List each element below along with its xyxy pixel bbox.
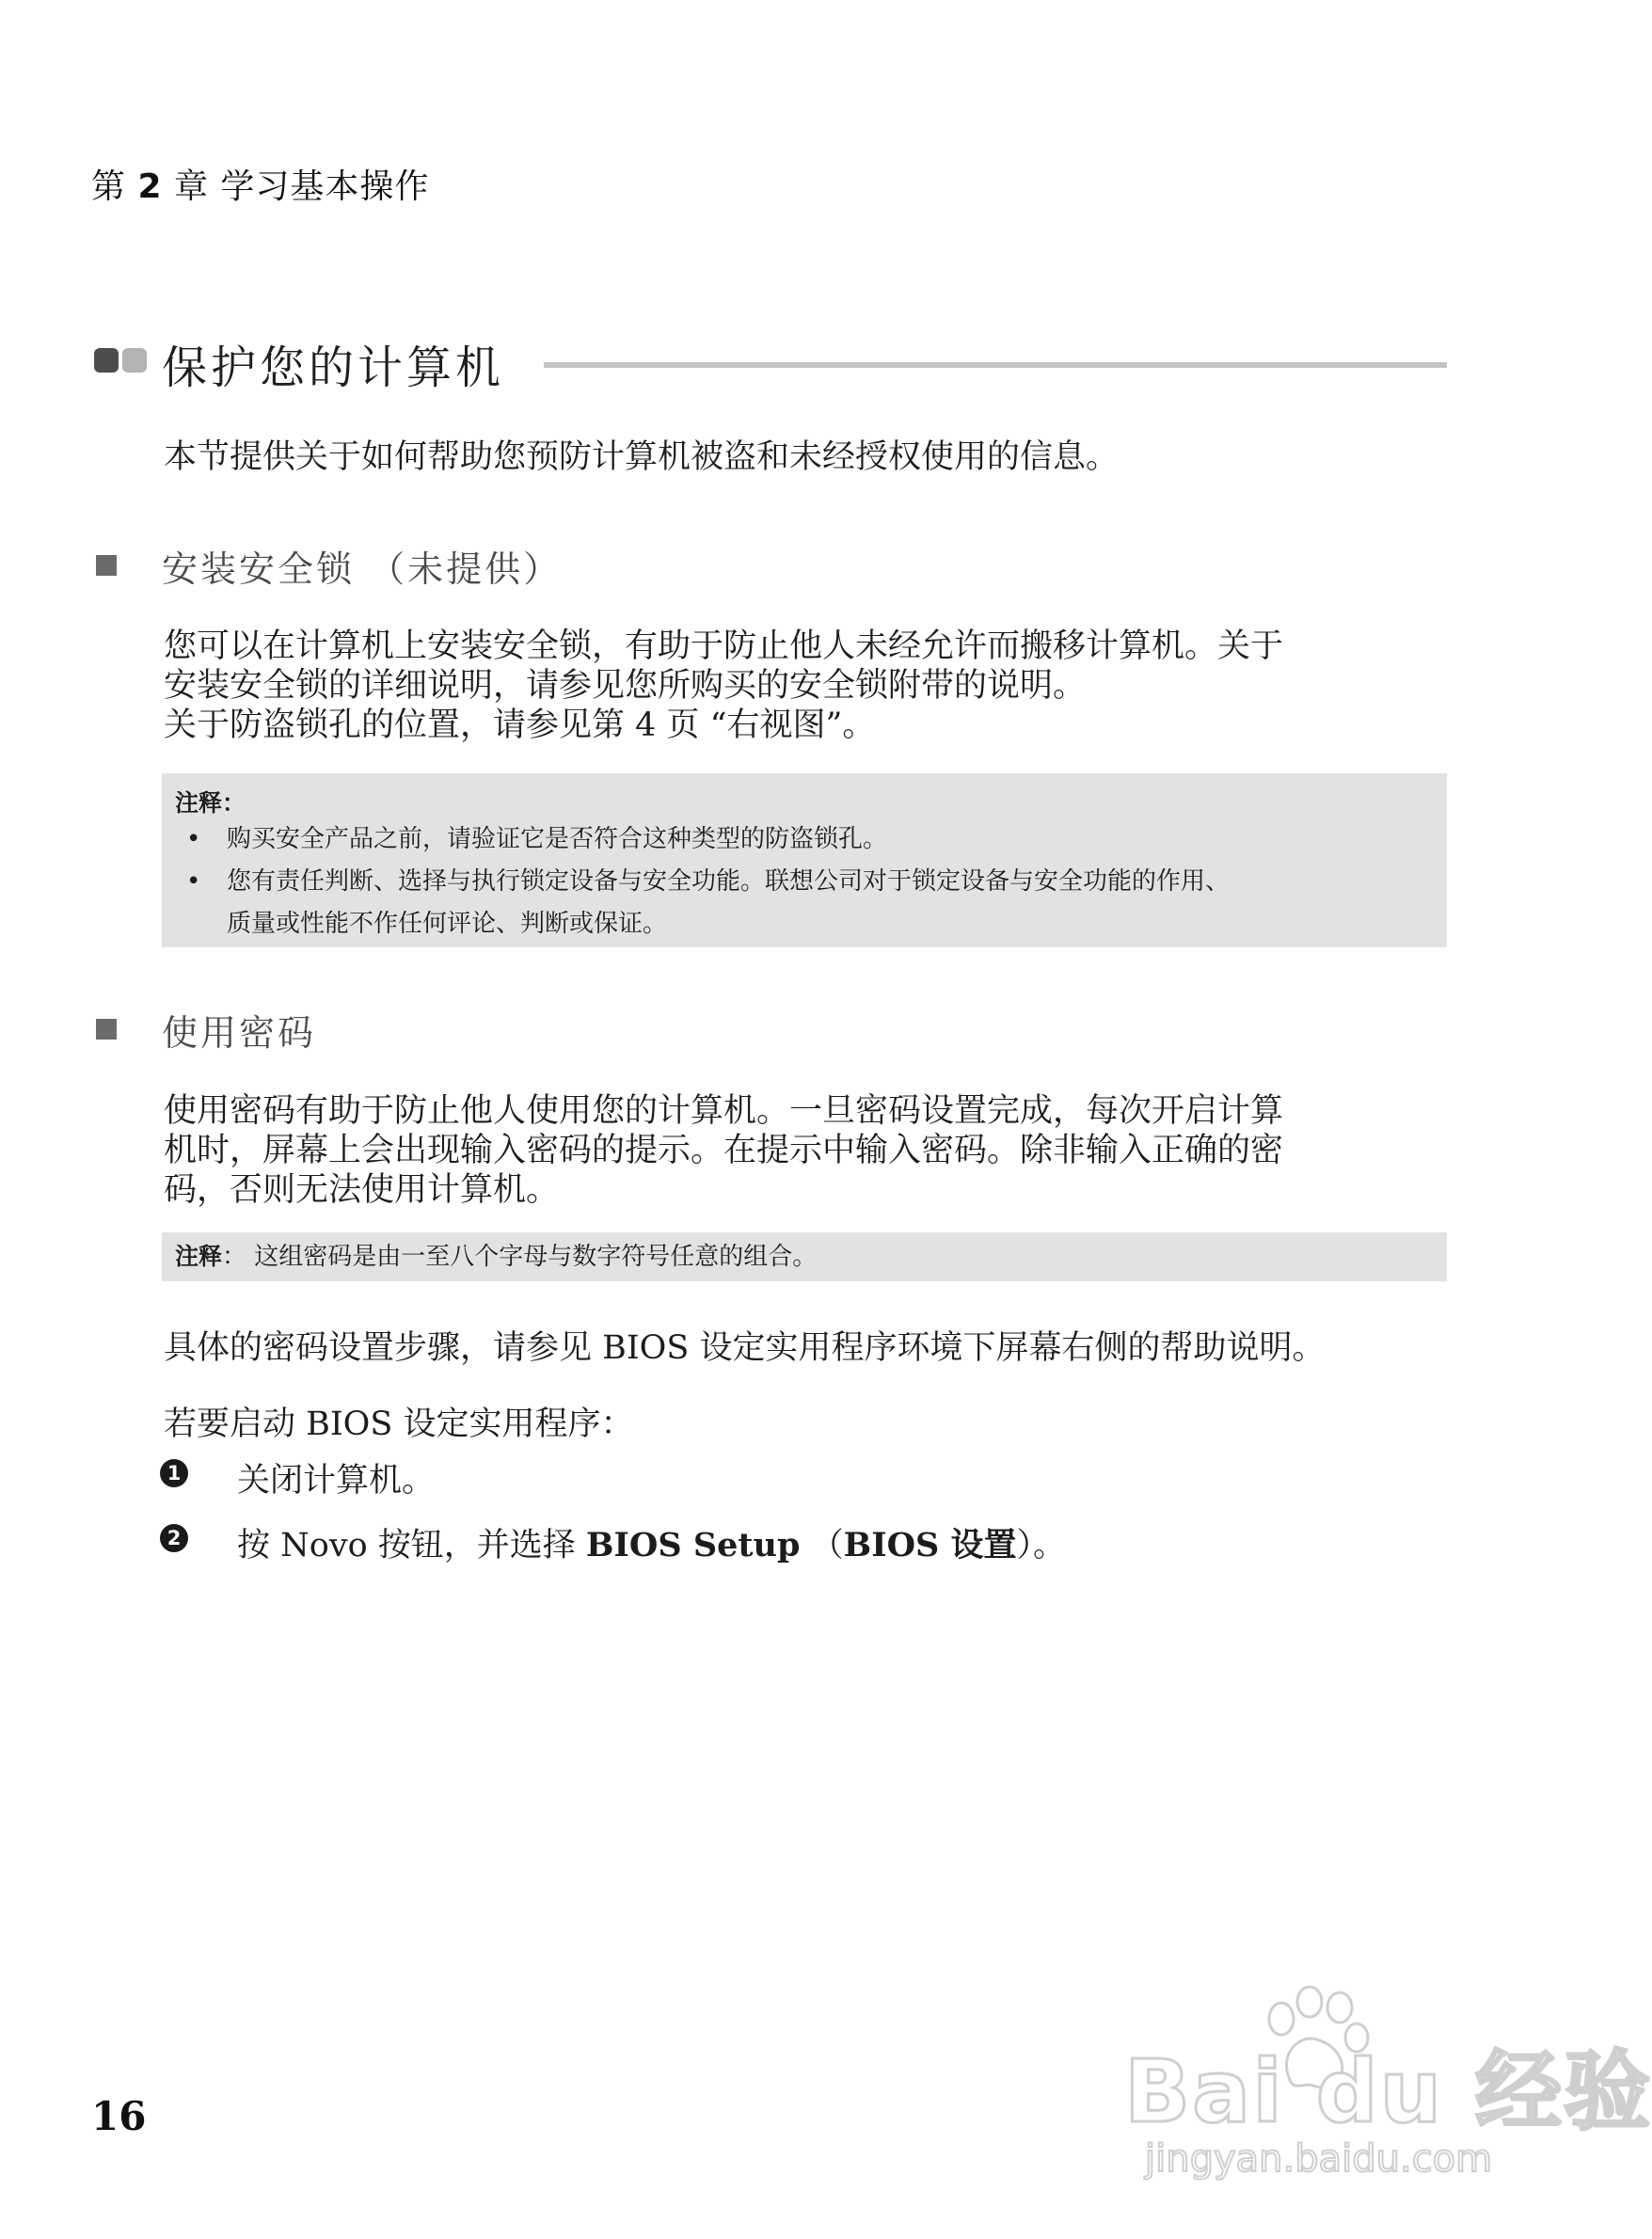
note-title: 注释 <box>175 1243 223 1270</box>
chapter-title: 章 学习基本操作 <box>162 167 430 206</box>
lock-line: 安装安全锁的详细说明，请参见您所购买的安全锁附带的说明。 <box>164 667 1087 705</box>
password-line: 使用密码有助于防止他人使用您的计算机。一旦密码设置完成，每次开启计算 <box>164 1092 1284 1130</box>
subsection-square-icon <box>96 555 117 576</box>
list-item <box>175 818 1434 861</box>
list-item <box>175 861 1434 945</box>
note-item-line: 购买安全产品之前，请验证它是否符合这种类型的防盗锁孔。 <box>227 825 888 853</box>
lock-line: 您可以在计算机上安装安全锁，有助于防止他人未经允许而搬移计算机。关于 <box>164 627 1284 665</box>
section-divider <box>544 362 1447 368</box>
step-number-icon: 2 <box>160 1524 188 1552</box>
bios-settings-term: BIOS 设置 <box>843 1526 1017 1564</box>
password-paragraph <box>164 1091 1453 1210</box>
password-note-text: 这组密码是由一至八个字母与数字符号任意的组合。 <box>254 1243 818 1271</box>
section-intro: 本节提供关于如何帮助您预防计算机被盗和未经授权使用的信息。 <box>164 438 1120 476</box>
chapter-prefix: 第 <box>91 167 138 206</box>
note-item-line: 质量或性能不作任何评论、判断或保证。 <box>227 910 668 938</box>
password-subsection-title: 使用密码 <box>162 1012 317 1054</box>
page-number: 16 <box>91 2093 147 2139</box>
note-separator: ： <box>222 1243 247 1271</box>
lock-paragraph <box>164 627 1453 745</box>
step-number-icon: 1 <box>160 1459 188 1487</box>
password-note-box <box>162 1232 1447 1281</box>
subsection-square-icon <box>96 1019 117 1040</box>
bios-start-line: 若要启动 BIOS 设定实用程序： <box>164 1405 634 1443</box>
bullet-icon: • <box>186 867 201 896</box>
step-text: 按 Novo 按钮，并选择 BIOS Setup （BIOS 设置）。 <box>237 1526 1067 1564</box>
chapter-number: 2 <box>137 167 163 206</box>
watermark-url: jingyan.baidu.com <box>1145 2137 1493 2181</box>
baidu-jingyan-watermark <box>1124 1985 1652 2201</box>
bullet-icon: • <box>186 825 201 853</box>
note-title: 注释： <box>175 789 246 817</box>
section-title: 保护您的计算机 <box>162 341 505 394</box>
section-heading-dots-icon <box>94 348 149 374</box>
lock-subsection-title: 安装安全锁 （未提供） <box>162 548 563 590</box>
step-text: 关闭计算机。 <box>237 1462 436 1500</box>
chapter-header <box>91 160 429 208</box>
note-item-line: 您有责任判断、选择与执行锁定设备与安全功能。联想公司对于锁定设备与安全功能的作用、 <box>227 867 1231 896</box>
lock-note-box <box>162 773 1447 947</box>
lock-note-list <box>175 818 1434 945</box>
lock-line: 关于防盗锁孔的位置，请参见第 4 页 “右视图”。 <box>164 707 876 744</box>
password-line: 机时，屏幕上会出现输入密码的提示。在提示中输入密码。除非输入正确的密 <box>164 1132 1284 1169</box>
password-line: 码，否则无法使用计算机。 <box>164 1171 560 1209</box>
bios-setup-term: BIOS Setup <box>585 1526 801 1564</box>
watermark-brand: Bai du 经验 <box>1124 2041 1652 2142</box>
bios-help-paragraph: 具体的密码设置步骤，请参见 BIOS 设定实用程序环境下屏幕右侧的帮助说明。 <box>164 1329 1326 1367</box>
